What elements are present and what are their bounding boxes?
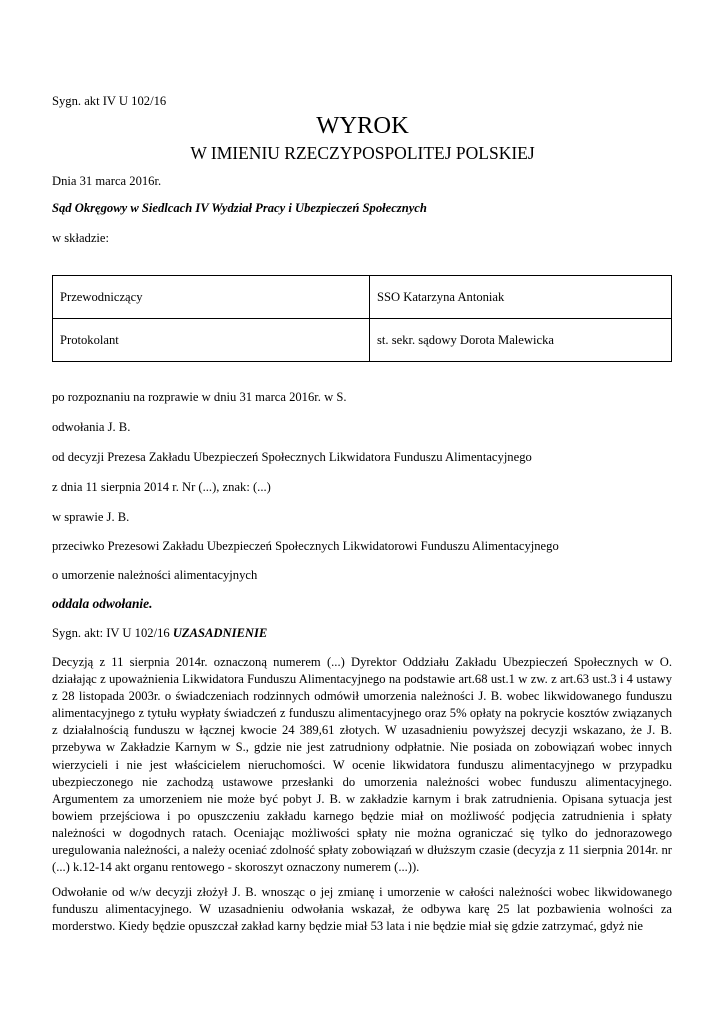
table-row — [53, 276, 672, 319]
justification-signature: Sygn. akt: IV U 102/16 — [52, 626, 173, 640]
document-subtitle: W IMIENIU RZECZYPOSPOLITEJ POLSKIEJ — [190, 143, 535, 163]
proceedings-line: odwołania J. B. — [52, 420, 131, 434]
proceedings-line: po rozpoznaniu na rozprawie w dniu 31 marca 2016r. w S. — [52, 390, 347, 404]
justification-paragraph: Decyzją z 11 sierpnia 2014r. oznaczoną numerem (...) Dyrektor Oddziału Zakładu Ubezpieczeń Społecznych w O. działając z upoważnienia Likwidatora Funduszu Alimentacyjnego na podstawie art.68 ust.1 w zw. z art.63 ust.3 i 4 ustawy z 28 listopada 2003r. o świadczeniach rodzinnych odmówił umorzenia należności J. B. wobec likwidowanego funduszu alimentacyjnego z tytułu wypłaty świadczeń z funduszu alimentacyjnego oraz 5% opłaty na pokrycie kosztów związanych z działalnością funduszu w łącznej kwocie 24 389,61 złotych. W uzasadnieniu powyższej decyzji wskazano, że J. B. przebywa w Zakładzie Karnym w S., gdzie nie jest zatrudniony odpłatnie. Nie posiada on zobowiązań wobec innych wierzycieli i nie jest właścicielem nieruchomości. W ocenie likwidatora funduszu alimentacyjnego w przypadku ubezpieczonego nie zachodzą ustawowe przesłanki do umorzenia należności wobec funduszu alimentacyjnego. Argumentem za umorzeniem nie może być pobyt J. B. w zakładzie karnym i brak zatrudnienia. Opisana sytuacja jest bowiem przejściowa i po opuszczeniu zakładu karnego będzie miał on możliwość podjęcia zatrudnienia i spłaty należności w dogodnych ratach. Oceniając możliwości spłaty nie można ograniczać się tylko do jednorazowego uregulowania należności, a należy oceniać zdolność spłaty zobowiązań w dłuższym czasie (decyzja z 11 sierpnia 2014r. nr (...) k.12-14 akt organu rentowego - skoroszyt oznaczony numerem (...)). — [52, 655, 672, 875]
composition-label: w składzie: — [52, 231, 110, 245]
proceedings-line: z dnia 11 sierpnia 2014 r. Nr (...), znak: (...) — [52, 480, 271, 494]
justification-paragraph: Odwołanie od w/w decyzji złożył J. B. wnosząc o jej zmianę i umorzenie w całości należności wobec likwidowanego funduszu alimentacyjnego. W uzasadnieniu odwołania wskazał, że odbywa karę 25 lat pozbawienia wolności za morderstwo. Kiedy będzie opuszczał zakład karny będzie miał 53 lata i nie będzie miał się gdzie zatrzymać, gdyż nie — [52, 885, 672, 934]
proceedings-line: o umorzenie należności alimentacyjnych — [52, 568, 258, 582]
table-row — [53, 319, 672, 362]
proceedings-line: od decyzji Prezesa Zakładu Ubezpieczeń Społecznych Likwidatora Funduszu Alimentacyjnego — [52, 450, 532, 464]
proceedings-line: przeciwko Prezesowi Zakładu Ubezpieczeń Społecznych Likwidatorowi Funduszu Alimentacyjnego — [52, 539, 559, 553]
composition-table — [52, 275, 672, 362]
case-signature: Sygn. akt IV U 102/16 — [52, 94, 167, 108]
justification-heading-line — [52, 626, 267, 641]
court-name: Sąd Okręgowy w Siedlcach IV Wydział Pracy i Ubezpieczeń Społecznych — [52, 201, 427, 215]
decision-text: oddala odwołanie. — [52, 596, 153, 611]
composition-role: Protokolant — [53, 319, 370, 362]
judgment-date: Dnia 31 marca 2016r. — [52, 174, 162, 188]
composition-role: Przewodniczący — [53, 276, 370, 319]
composition-name: SSO Katarzyna Antoniak — [370, 276, 672, 319]
proceedings-line: w sprawie J. B. — [52, 510, 130, 524]
composition-name: st. sekr. sądowy Dorota Malewicka — [370, 319, 672, 362]
justification-heading: UZASADNIENIE — [172, 626, 268, 640]
document-title: WYROK — [316, 112, 409, 139]
